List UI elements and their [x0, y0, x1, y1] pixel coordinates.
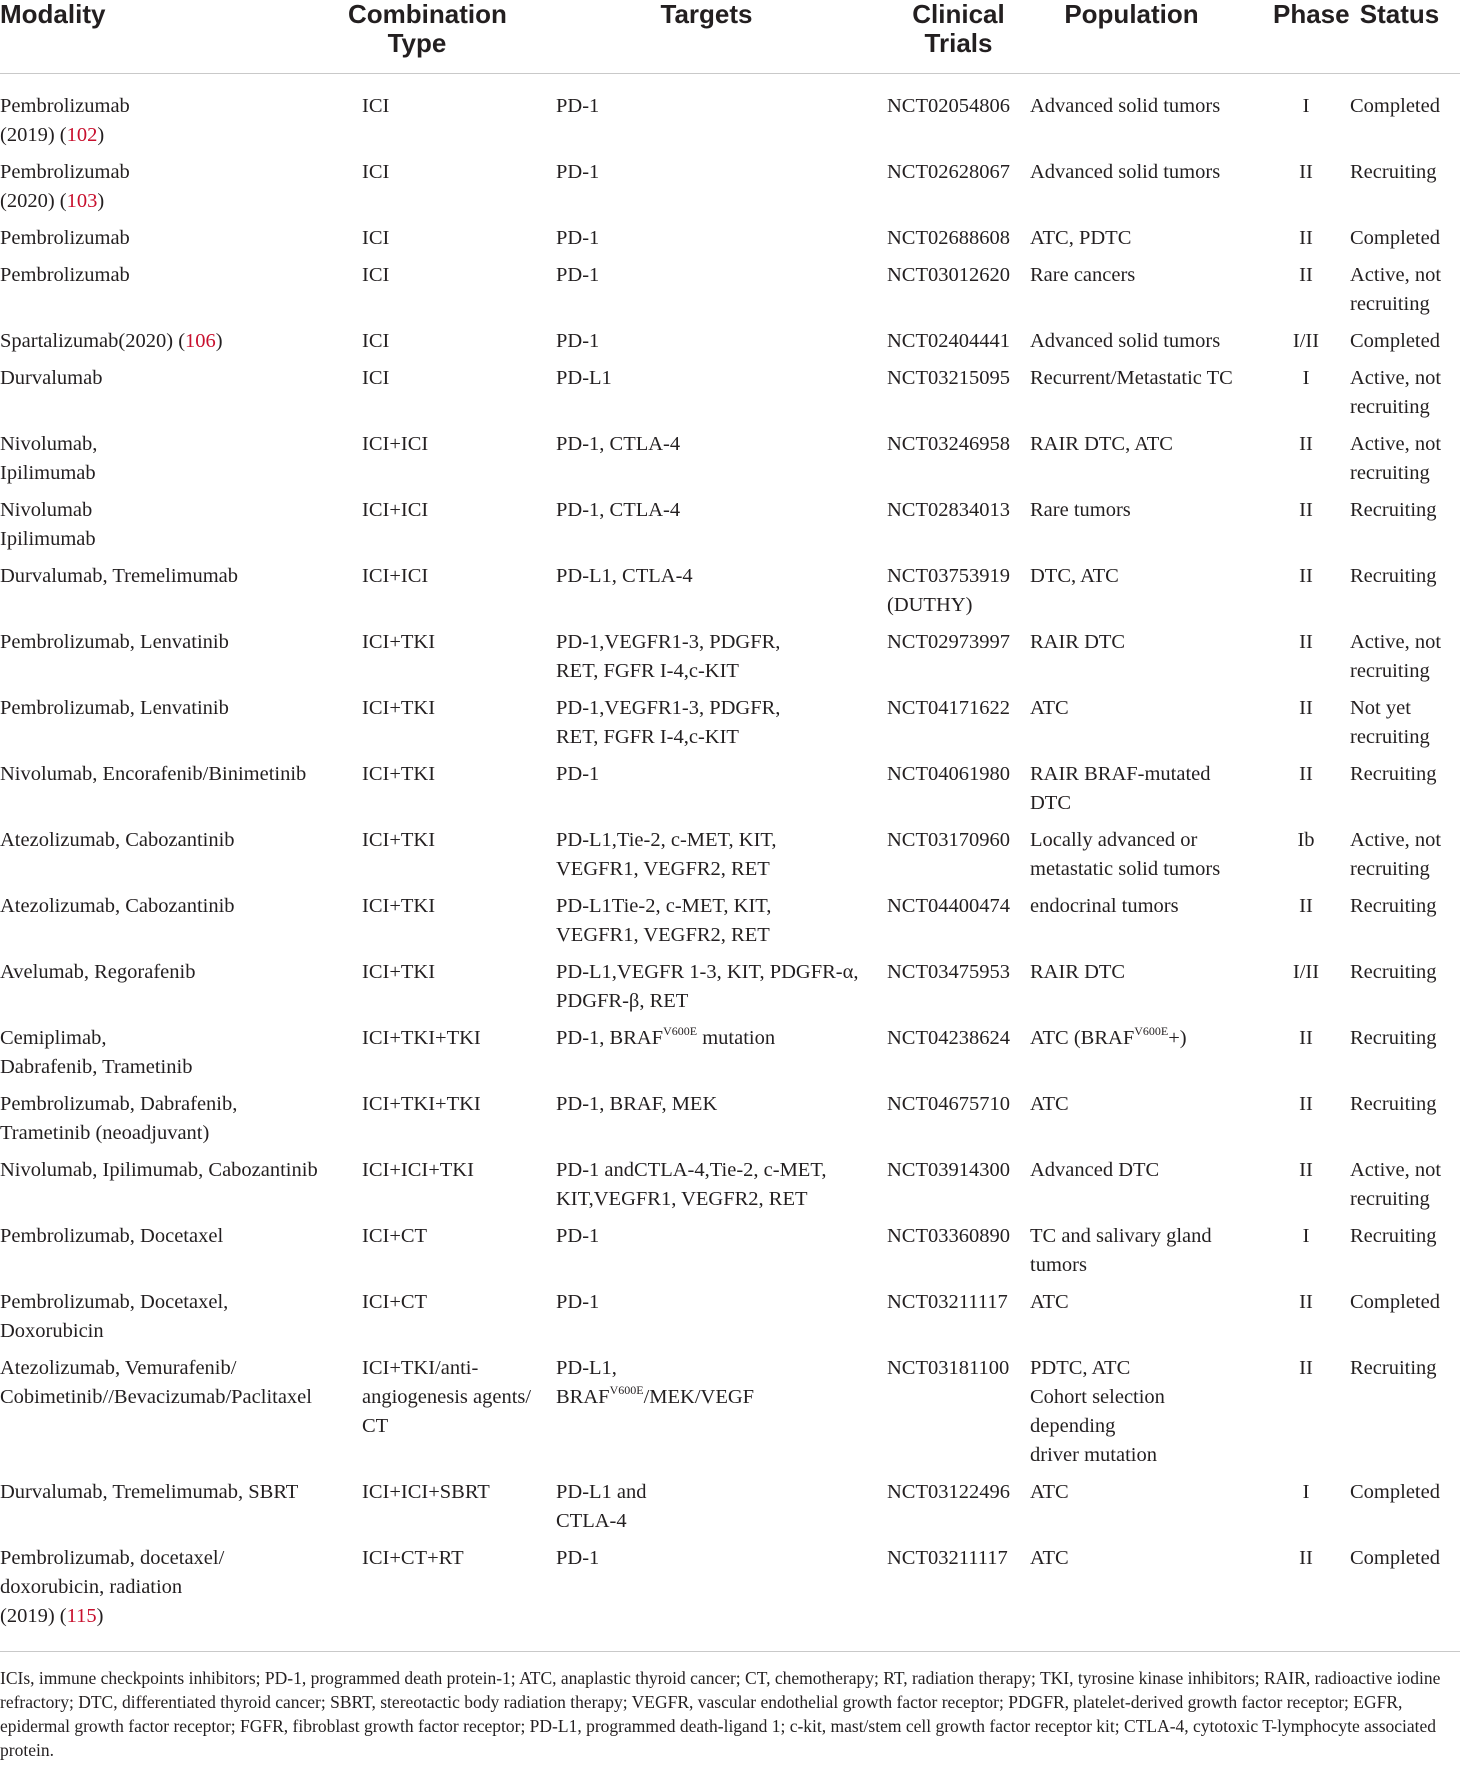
targets-cell: PD-1,VEGFR1-3, PDGFR, RET, FGFR I-4,c-KIT [556, 631, 781, 682]
population-cell: RAIR DTC [1030, 631, 1126, 653]
status-cell: Active, not recruiting [1350, 1159, 1442, 1210]
status-cell: Active, not recruiting [1350, 367, 1442, 418]
phase-cell: I [1302, 1225, 1310, 1247]
modality-cell [0, 1288, 348, 1354]
targets-text-suffix: mutation [697, 1027, 776, 1049]
modality-text: Atezolizumab, Cabozantinib [0, 829, 235, 851]
status-cell: Active, not recruiting [1350, 433, 1442, 484]
combination-type-cell: ICI+ICI [362, 499, 429, 521]
modality-cell [0, 826, 348, 892]
status-cell: Recruiting [1350, 1027, 1437, 1049]
modality-text: Pembrolizumab [0, 264, 130, 286]
modality-text: Pembrolizumab (2019) [0, 95, 130, 146]
modality-text: Nivolumab, Encorafenib/Binimetinib [0, 763, 307, 785]
population-cell: Rare tumors [1030, 499, 1131, 521]
reference-link[interactable]: 102 [66, 124, 98, 146]
combination-type-cell: ICI [362, 367, 390, 389]
modality-cell: Pembrolizumab, docetaxel/ doxorubicin, radiation (2019) (115) [0, 1547, 225, 1627]
mutation-superscript: V600E [1134, 1024, 1169, 1038]
modality-text: Atezolizumab, Cabozantinib [0, 895, 235, 917]
combination-type-cell: ICI+CT [362, 1225, 428, 1247]
clinical-trial-cell: NCT03211117 [887, 1291, 1008, 1313]
targets-cell: PD-1,VEGFR1-3, PDGFR, RET, FGFR I-4,c-KIT [556, 697, 781, 748]
table-row [0, 1544, 1460, 1652]
population-cell: DTC, ATC [1030, 565, 1119, 587]
table-row [0, 1478, 1460, 1544]
status-cell: Recruiting [1350, 565, 1437, 587]
phase-cell: II [1299, 895, 1313, 917]
footnote: ICIs, immune checkpoints inhibitors; PD-1, programmed death protein-1; ATC, anaplastic thyroid cancer; CT, chemotherapy; RT, radiation therapy; TKI, tyrosine kinase inhibitors; RAIR, radioactive iodine refractory; DTC, differentiated thyroid cancer; SBRT, stereotactic body radiation therapy; VEGFR, vascular endothelial growth factor receptor; PDGFR, platelet-derived growth factor receptor; EGFR, epidermal growth factor receptor; FGFR, fibroblast growth factor receptor; PD-L1, programmed death-ligand 1; c-kit, mast/stem cell growth factor receptor kit; CTLA-4, cytotoxic T-lymphocyte associated protein. [0, 1652, 1460, 1763]
clinical-trial-cell: NCT04238624 [887, 1027, 1010, 1049]
table-row [0, 826, 1460, 892]
phase-cell: II [1299, 763, 1313, 785]
population-cell: ATC [1030, 1547, 1069, 1569]
modality-cell [0, 892, 348, 958]
reference-link[interactable]: 115 [66, 1605, 97, 1627]
combination-type-cell: ICI [362, 161, 390, 183]
modality-text: Pembrolizumab [0, 227, 130, 249]
clinical-trial-cell: NCT03012620 [887, 264, 1010, 286]
table-row [0, 1354, 1460, 1478]
modality-text: Nivolumab, Ipilimumab [0, 433, 98, 484]
combination-type-cell: ICI [362, 264, 390, 286]
modality-cell [0, 628, 348, 694]
status-cell: Recruiting [1350, 1093, 1437, 1115]
combination-type-cell: ICI [362, 330, 390, 352]
modality-cell: Spartalizumab(2020) (106) [0, 330, 223, 352]
phase-cell: II [1299, 433, 1313, 455]
population-cell: RAIR BRAF-mutated DTC [1030, 763, 1211, 814]
table-row [0, 496, 1460, 562]
targets-cell: PD-1 [556, 763, 600, 785]
population-cell: Advanced solid tumors [1030, 161, 1221, 183]
status-cell: Active, not recruiting [1350, 631, 1442, 682]
clinical-trial-cell: NCT03211117 [887, 1547, 1008, 1569]
status-cell: Recruiting [1350, 1357, 1437, 1379]
status-cell: Completed [1350, 95, 1440, 117]
table-row [0, 628, 1460, 694]
targets-cell: PD-L1Tie-2, c-MET, KIT, VEGFR1, VEGFR2, RET [556, 895, 772, 946]
header-population: Population [1064, 0, 1199, 29]
combination-type-cell: ICI+ICI [362, 433, 429, 455]
targets-cell: PD-1 andCTLA-4,Tie-2, c-MET, KIT,VEGFR1, VEGFR2, RET [556, 1159, 827, 1210]
targets-cell: PD-L1 [556, 367, 612, 389]
combination-type-cell: ICI+TKI [362, 763, 436, 785]
targets-cell [556, 1354, 887, 1478]
clinical-trial-cell: NCT03475953 [887, 961, 1010, 983]
targets-cell: PD-1 [556, 227, 600, 249]
status-cell: Active, not recruiting [1350, 264, 1442, 315]
modality-text: Pembrolizumab, Dabrafenib, Trametinib (neoadjuvant) [0, 1093, 238, 1144]
table-row [0, 158, 1460, 224]
modality-text: Pembrolizumab, Docetaxel [0, 1225, 224, 1247]
status-cell: Completed [1350, 1291, 1440, 1313]
combination-type-cell: ICI+ICI+SBRT [362, 1481, 490, 1503]
clinical-trial-cell: NCT02688608 [887, 227, 1010, 249]
table-row [0, 224, 1460, 261]
clinical-trial-cell: NCT02834013 [887, 499, 1010, 521]
phase-cell: II [1299, 1547, 1313, 1569]
population-cell: ATC [1030, 1093, 1069, 1115]
header-clinical-trials: Clinical Trials [912, 0, 1005, 58]
reference-link[interactable]: 103 [66, 190, 98, 212]
population-cell: TC and salivary gland tumors [1030, 1225, 1212, 1276]
population-text: ATC (BRAF [1030, 1027, 1135, 1049]
modality-cell [0, 694, 348, 760]
table-row [0, 1288, 1460, 1354]
status-cell: Active, not recruiting [1350, 829, 1442, 880]
population-cell: RAIR DTC, ATC [1030, 433, 1173, 455]
header-phase: Phase [1273, 0, 1350, 29]
combination-type-cell: ICI+TKI+TKI [362, 1093, 481, 1115]
table-row [0, 327, 1460, 364]
targets-text: PD-1, BRAF [556, 1027, 664, 1049]
phase-cell: II [1299, 1027, 1313, 1049]
modality-cell [0, 430, 348, 496]
modality-cell [0, 1024, 348, 1090]
population-cell: Locally advanced or metastatic solid tumors [1030, 829, 1221, 880]
table-body [0, 74, 1460, 1652]
header-modality: Modality [0, 0, 106, 29]
population-cell: PDTC, ATC Cohort selection depending driver mutation [1030, 1357, 1165, 1466]
table-row [0, 1090, 1460, 1156]
combination-type-cell: ICI+TKI [362, 961, 436, 983]
phase-cell: II [1299, 1093, 1313, 1115]
modality-text: Pembrolizumab, Lenvatinib [0, 697, 229, 719]
status-cell: Recruiting [1350, 499, 1437, 521]
mutation-superscript: V600E [609, 1383, 644, 1397]
clinical-trial-cell: NCT03215095 [887, 367, 1010, 389]
targets-cell: PD-1, BRAF, MEK [556, 1093, 718, 1115]
modality-cell [0, 224, 348, 261]
phase-cell: II [1299, 499, 1313, 521]
combination-type-cell: ICI+TKI [362, 829, 436, 851]
combination-type-cell: ICI [362, 227, 390, 249]
modality-text: Spartalizumab(2020) [0, 330, 174, 352]
modality-text: Nivolumab, Ipilimumab, Cabozantinib [0, 1159, 318, 1181]
status-cell: Recruiting [1350, 161, 1437, 183]
population-text-suffix: +) [1168, 1027, 1187, 1049]
modality-text: Durvalumab, Tremelimumab [0, 565, 239, 587]
population-cell: ATC, PDTC [1030, 227, 1132, 249]
phase-cell: II [1299, 631, 1313, 653]
targets-cell [556, 1024, 887, 1090]
table-row [0, 1222, 1460, 1288]
targets-cell: PD-1, CTLA-4 [556, 433, 681, 455]
phase-cell: I/II [1292, 330, 1320, 352]
status-cell: Recruiting [1350, 763, 1437, 785]
header-combination-type: Combination Type [348, 0, 507, 58]
table-row [0, 74, 1460, 159]
population-cell: RAIR DTC [1030, 961, 1126, 983]
modality-cell [0, 1090, 348, 1156]
population-cell: ATC [1030, 1481, 1069, 1503]
clinical-trial-cell: NCT03753919 (DUTHY) [887, 565, 1010, 616]
population-cell: endocrinal tumors [1030, 895, 1179, 917]
phase-cell: II [1299, 161, 1313, 183]
clinical-trial-cell: NCT02973997 [887, 631, 1010, 653]
targets-cell: PD-1, CTLA-4 [556, 499, 681, 521]
modality-text: Pembrolizumab, Lenvatinib [0, 631, 229, 653]
targets-text-suffix: /MEK/VEGF [643, 1386, 755, 1408]
modality-cell [0, 760, 348, 826]
combination-type-cell: ICI+CT [362, 1291, 428, 1313]
table-row [0, 694, 1460, 760]
phase-cell: I/II [1292, 961, 1320, 983]
footnote-row [0, 1652, 1460, 1763]
modality-text: Atezolizumab, Vemurafenib/ Cobimetinib//Bevacizumab/Paclitaxel [0, 1357, 312, 1408]
population-cell: Advanced solid tumors [1030, 95, 1221, 117]
modality-text: Pembrolizumab, docetaxel/ doxorubicin, radiation (2019) [0, 1547, 225, 1627]
targets-cell: PD-1 [556, 161, 600, 183]
status-cell: Completed [1350, 1547, 1440, 1569]
population-cell [1030, 1024, 1273, 1090]
targets-cell: PD-L1 and CTLA-4 [556, 1481, 647, 1532]
population-cell: ATC [1030, 697, 1069, 719]
combination-type-cell: ICI+CT+RT [362, 1547, 464, 1569]
phase-cell: Ib [1297, 829, 1315, 851]
modality-cell [0, 1478, 348, 1544]
header-row [0, 0, 1460, 74]
phase-cell: II [1299, 1159, 1313, 1181]
population-cell: Recurrent/Metastatic TC [1030, 367, 1233, 389]
status-cell: Recruiting [1350, 895, 1437, 917]
targets-cell: PD-1 [556, 264, 600, 286]
population-cell: Advanced DTC [1030, 1159, 1160, 1181]
status-cell: Recruiting [1350, 961, 1437, 983]
phase-cell: II [1299, 565, 1313, 587]
table-row [0, 562, 1460, 628]
modality-cell [0, 496, 348, 562]
modality-text: Durvalumab, Tremelimumab, SBRT [0, 1481, 299, 1503]
targets-cell: PD-1 [556, 1291, 600, 1313]
population-cell: ATC [1030, 1291, 1069, 1313]
modality-text: Durvalumab [0, 367, 103, 389]
combination-type-cell: ICI+ICI [362, 565, 429, 587]
targets-cell: PD-1 [556, 1225, 600, 1247]
status-cell: Completed [1350, 1481, 1440, 1503]
combination-type-cell: ICI+TKI [362, 697, 436, 719]
modality-text: Cemiplimab, Dabrafenib, Trametinib [0, 1027, 193, 1078]
table-row [0, 760, 1460, 826]
modality-text: Pembrolizumab (2020) [0, 161, 130, 212]
targets-cell: PD-L1,VEGFR 1-3, KIT, PDGFR-α, PDGFR-β, RET [556, 961, 859, 1012]
phase-cell: II [1299, 697, 1313, 719]
clinical-trial-cell: NCT02404441 [887, 330, 1010, 352]
table-row [0, 958, 1460, 1024]
phase-cell: II [1299, 1357, 1313, 1379]
clinical-trial-cell: NCT02054806 [887, 95, 1010, 117]
phase-cell: II [1299, 1291, 1313, 1313]
targets-cell: PD-L1, CTLA-4 [556, 565, 693, 587]
targets-text: PD-L1, BRAF [556, 1357, 617, 1408]
header-status: Status [1359, 0, 1440, 29]
population-cell: Rare cancers [1030, 264, 1136, 286]
modality-cell [0, 1354, 348, 1478]
reference-link[interactable]: 106 [185, 330, 216, 352]
combination-type-cell: ICI+ICI+TKI [362, 1159, 474, 1181]
clinical-trial-cell: NCT03170960 [887, 829, 1010, 851]
modality-cell [0, 1222, 348, 1288]
combination-type-cell: ICI+TKI [362, 895, 436, 917]
modality-cell: Pembrolizumab (2020) (103) [0, 161, 130, 212]
population-cell: Advanced solid tumors [1030, 330, 1221, 352]
status-cell: Not yet recruiting [1350, 697, 1430, 748]
table-row [0, 430, 1460, 496]
combination-type-cell: ICI+TKI+TKI [362, 1027, 481, 1049]
modality-text: Pembrolizumab, Docetaxel, Doxorubicin [0, 1291, 229, 1342]
clinical-trial-cell: NCT03122496 [887, 1481, 1010, 1503]
combination-type-cell: ICI [362, 95, 390, 117]
table-row [0, 892, 1460, 958]
table-row [0, 1156, 1460, 1222]
status-cell: Recruiting [1350, 1225, 1437, 1247]
clinical-trial-cell: NCT02628067 [887, 161, 1010, 183]
targets-cell: PD-L1,Tie-2, c-MET, KIT, VEGFR1, VEGFR2, RET [556, 829, 777, 880]
targets-cell: PD-1 [556, 95, 600, 117]
mutation-superscript: V600E [663, 1024, 698, 1038]
phase-cell: I [1302, 1481, 1310, 1503]
status-cell: Completed [1350, 330, 1440, 352]
header-targets: Targets [660, 0, 753, 29]
combination-type-cell: ICI+TKI [362, 631, 436, 653]
modality-text: Avelumab, Regorafenib [0, 961, 196, 983]
table-row [0, 1024, 1460, 1090]
clinical-trial-cell: NCT04400474 [887, 895, 1010, 917]
phase-cell: I [1302, 367, 1310, 389]
clinical-trial-cell: NCT04171622 [887, 697, 1010, 719]
phase-cell: II [1299, 227, 1313, 249]
clinical-trial-cell: NCT03246958 [887, 433, 1010, 455]
phase-cell: II [1299, 264, 1313, 286]
modality-cell [0, 1156, 348, 1222]
table-row [0, 364, 1460, 430]
modality-text: Nivolumab Ipilimumab [0, 499, 96, 550]
modality-cell [0, 562, 348, 628]
clinical-trial-cell: NCT04675710 [887, 1093, 1010, 1115]
table-row [0, 261, 1460, 327]
modality-cell: Pembrolizumab (2019) (102) [0, 95, 130, 146]
modality-cell [0, 261, 348, 327]
combination-type-cell: ICI+TKI/anti- angiogenesis agents/ CT [362, 1357, 532, 1437]
clinical-trial-cell: NCT04061980 [887, 763, 1010, 785]
phase-cell: I [1302, 95, 1310, 117]
targets-cell: PD-1 [556, 1547, 600, 1569]
status-cell: Completed [1350, 227, 1440, 249]
modality-cell [0, 958, 348, 1024]
clinical-trial-cell: NCT03181100 [887, 1357, 1010, 1379]
clinical-trial-cell: NCT03914300 [887, 1159, 1010, 1181]
modality-cell [0, 364, 348, 430]
targets-cell: PD-1 [556, 330, 600, 352]
clinical-trial-cell: NCT03360890 [887, 1225, 1010, 1247]
